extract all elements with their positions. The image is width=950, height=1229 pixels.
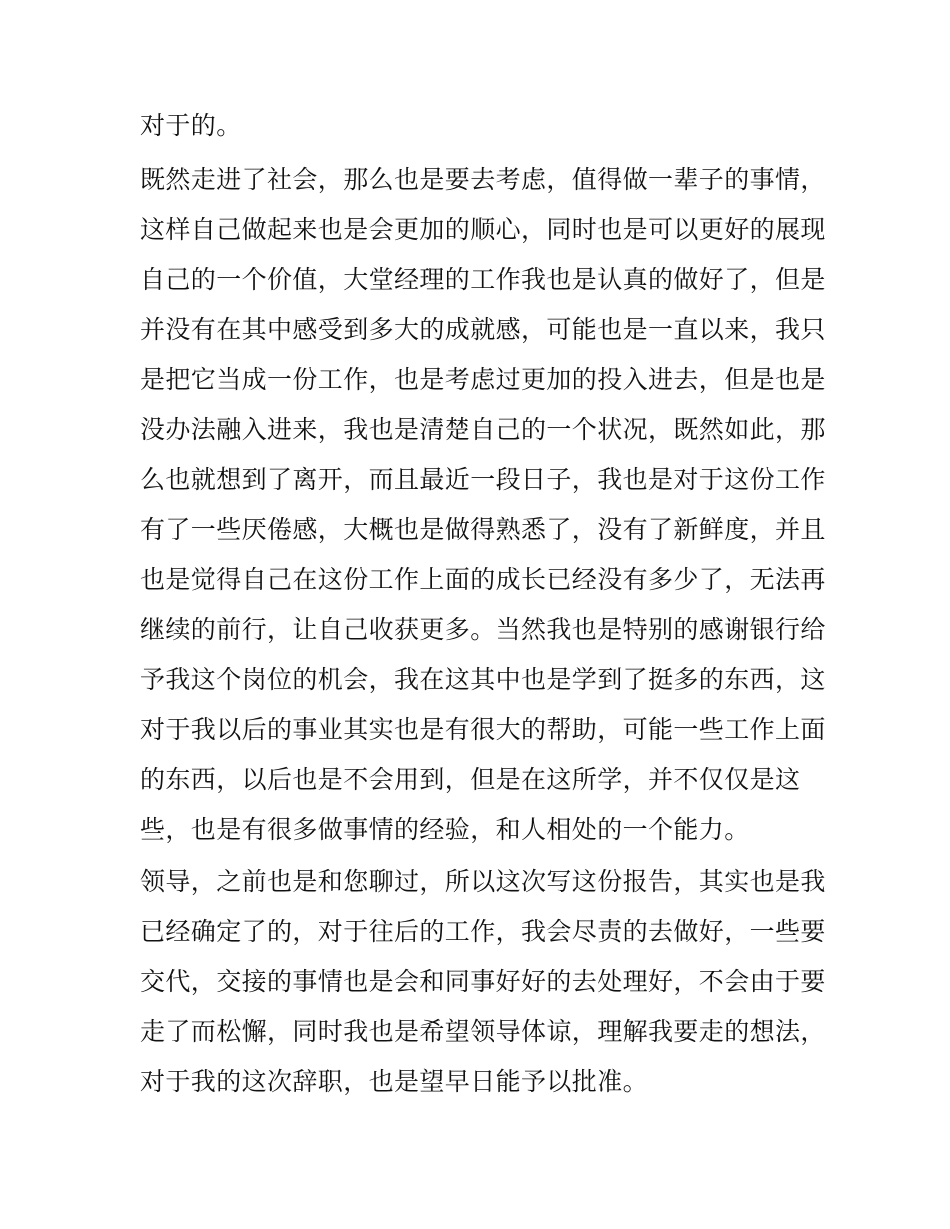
text-line: 对于我以后的事业其实也是有很大的帮助，可能一些工作上面 xyxy=(140,715,826,744)
text-line: 么也就想到了离开，而且最近一段日子，我也是对于这份工作 xyxy=(140,465,826,494)
text-line: 的东西，以后也是不会用到，但是在这所学，并不仅仅是这 xyxy=(140,765,801,794)
text-line: 并没有在其中感受到多大的成就感，可能也是一直以来，我只 xyxy=(140,315,826,344)
text-line: 没办法融入进来，我也是清楚自己的一个状况，既然如此，那 xyxy=(140,415,826,444)
text-line: 也是觉得自己在这份工作上面的成长已经没有多少了，无法再 xyxy=(140,565,826,594)
text-line: 走了而松懈，同时我也是希望领导体谅，理解我要走的想法， xyxy=(140,1017,826,1046)
text-line: 些，也是有很多做事情的经验，和人相处的一个能力。 xyxy=(140,815,750,844)
text-line: 已经确定了的，对于往后的工作，我会尽责的去做好，一些要 xyxy=(140,917,826,946)
text-line: 这样自己做起来也是会更加的顺心，同时也是可以更好的展现 xyxy=(140,215,826,244)
text-line: 继续的前行，让自己收获更多。当然我也是特别的感谢银行给 xyxy=(140,615,826,644)
text-line: 交代，交接的事情也是会和同事好好的去处理好，不会由于要 xyxy=(140,967,826,996)
text-line: 有了一些厌倦感，大概也是做得熟悉了，没有了新鲜度，并且 xyxy=(140,515,826,544)
text-line: 自己的一个价值，大堂经理的工作我也是认真的做好了，但是 xyxy=(140,265,826,294)
text-line: 对于的。 xyxy=(140,111,242,140)
text-line: 是把它当成一份工作，也是考虑过更加的投入进去，但是也是 xyxy=(140,365,826,394)
text-line: 对于我的这次辞职，也是望早日能予以批准。 xyxy=(140,1067,649,1096)
text-line: 领导，之前也是和您聊过，所以这次写这份报告，其实也是我 xyxy=(140,867,826,896)
text-line: 既然走进了社会，那么也是要去考虑，值得做一辈子的事情， xyxy=(140,165,826,194)
text-line: 予我这个岗位的机会，我在这其中也是学到了挺多的东西，这 xyxy=(140,665,826,694)
